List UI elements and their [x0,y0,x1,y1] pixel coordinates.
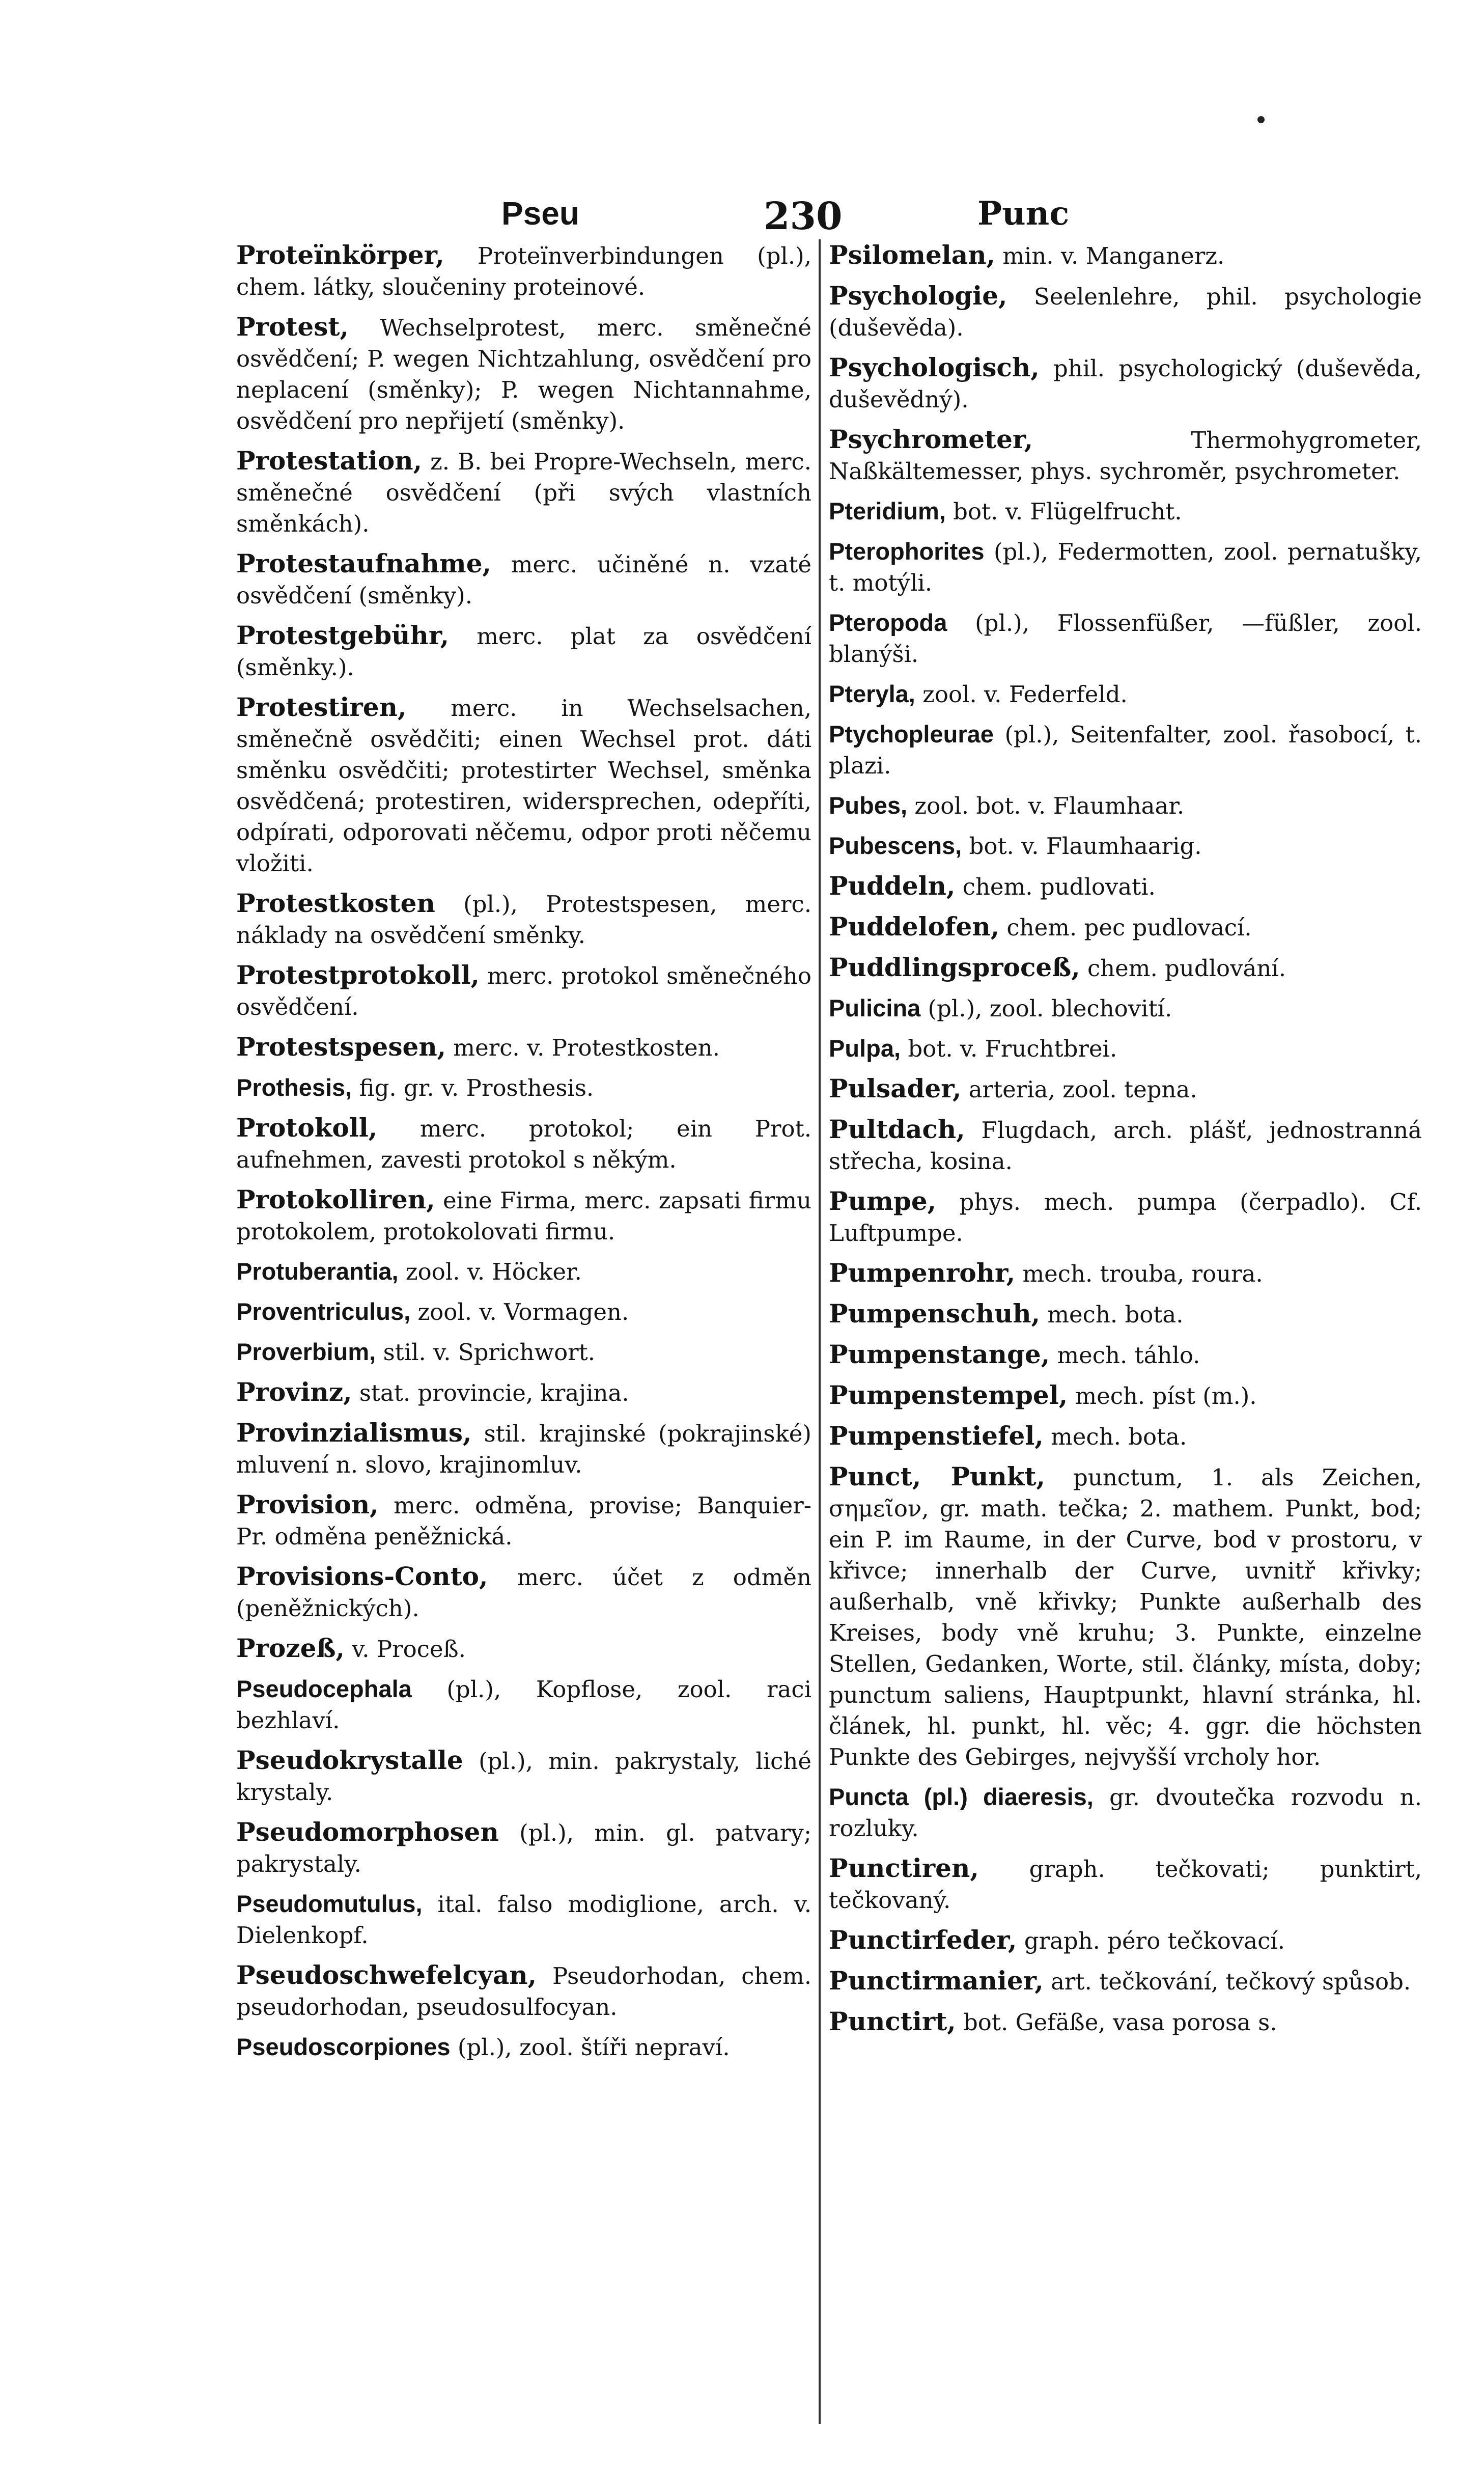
dictionary-entry [829,1461,1422,1773]
dictionary-entry [236,620,811,683]
dictionary-entry [236,1959,811,2023]
entry-headword: Pumpenstempel, [829,1380,1068,1410]
dictionary-entry [236,1745,811,1808]
entry-definition: bot. Gefäße, vasa porosa s. [963,2009,1277,2036]
entry-definition: mech. bota. [1051,1423,1187,1450]
ink-speck [1257,116,1265,123]
entry-headword: Protokolliren, [236,1184,435,1214]
entry-definition: (pl.), min. pakrystaly, liché krystaly. [236,1748,811,1806]
dictionary-entry [829,607,1422,670]
column-divider [819,239,821,2424]
entry-definition: arteria, zool. tepna. [968,1076,1197,1103]
dictionary-entry [236,1633,811,1665]
dictionary-entry [829,352,1422,415]
entry-headword: Pumpenstange, [829,1339,1050,1369]
dictionary-entry [236,959,811,1022]
entry-headword: Pulsader, [829,1073,962,1103]
entry-definition: gr. dvoutečka rozvodu n. rozluky. [829,1784,1422,1842]
entry-definition: (pl.), Kopflose, zool. raci bezhlaví. [236,1676,811,1734]
dictionary-entry [236,445,811,539]
entry-definition: Pseudorhodan, chem. pseudorhodan, pseudosulfocyan. [236,1962,811,2021]
dictionary-entry [829,280,1422,343]
entry-headword: Pubes, [829,792,908,819]
entry-headword: Provinz, [236,1377,352,1407]
entry-headword: Pteryla, [829,680,915,707]
dictionary-entry [236,1561,811,1624]
dictionary-entry [829,1185,1422,1249]
entry-headword: Prozeß, [236,1633,345,1663]
entry-headword: Pseudoscorpiones [236,2033,451,2060]
entry-headword: Protestgebühr, [236,620,449,650]
entry-headword: Ptychopleurae [829,721,994,748]
dictionary-entry [829,870,1422,902]
entry-definition: zool. v. Federfeld. [922,681,1128,708]
dictionary-entry [829,495,1422,527]
entry-headword: Protuberantia, [236,1258,399,1285]
entry-definition: bot. v. Fruchtbrei. [908,1035,1117,1062]
dictionary-entry [236,1256,811,1287]
entry-definition: punctum, 1. als Zeichen, σημεῖον, gr. math. tečka; 2. mathem. Punkt, bod; ein P. im Raume, in der Curve, bod v prostoru, v křivce; innerhalb der Curve, uvnitř křivky; außerhalb, vně křivky; Punkte außerhalb des Kreises, body vně kruhu; 3. Punkte, einzelne Stellen, Gedanken, Worte, stil. články, místa, doby; punctum saliens, Hauptpunkt, hlavní stránka, hl. článek, hl. punkt, hl. věc; 4. ggr. die höchsten Punkte des Gebirges, nejvyšší vrcholy hor. [829,1464,1422,1771]
entry-headword: Pumpe, [829,1186,937,1216]
entry-definition: zool. v. Vormagen. [417,1298,629,1325]
entry-definition: (pl.), zool. blechovití. [928,995,1172,1022]
dictionary-entry [236,548,811,611]
dictionary-entry [236,1336,811,1368]
dictionary-entry [829,1114,1422,1177]
dictionary-entry [829,1073,1422,1105]
entry-definition: merc. učiněné n. vzaté osvědčení (směnky). [236,551,811,609]
entry-definition: (pl.), Seitenfalter, zool. řasobocí, t. plazi. [829,721,1422,779]
dictionary-entry [829,424,1422,487]
entry-headword: Protestiren, [236,692,407,722]
entry-definition: eine Firma, merc. zapsati firmu protokolem, protokolovati firmu. [236,1187,811,1245]
entry-definition: Thermohygrometer, Naßkältemesser, phys. sychroměr, psychrometer. [829,427,1422,485]
entry-definition: mech. bota. [1047,1301,1184,1328]
entry-headword: Proventriculus, [236,1298,411,1325]
dictionary-entry [236,1489,811,1552]
entry-definition: zool. v. Höcker. [405,1258,582,1285]
dictionary-entry [236,1673,811,1736]
entry-definition: merc. protokol směnečného osvědčení. [236,962,811,1020]
dictionary-entry [829,2006,1422,2038]
dictionary-entry [829,911,1422,943]
entry-headword: Prothesis, [236,1074,352,1101]
entry-definition: chem. pudlovati. [962,873,1156,900]
dictionary-entry [829,239,1422,271]
entry-headword: Puncta (pl.) diaeresis, [829,1783,1094,1810]
entry-definition: (pl.), Flossenfüßer, —füßler, zool. blanýši. [829,610,1422,668]
entry-headword: Punctirmanier, [829,1966,1044,1996]
dictionary-entry [236,1417,811,1480]
page-number: 230 [764,195,843,238]
entry-headword: Puddelofen, [829,911,1000,942]
dictionary-entry [829,1420,1422,1452]
entry-definition: (pl.), zool. štíři nepraví. [457,2034,730,2061]
entry-headword: Pumpenstiefel, [829,1421,1044,1451]
entry-headword: Pterophorites [829,538,985,565]
entry-headword: Protestprotokoll, [236,960,480,990]
dictionary-entry [236,239,811,302]
dictionary-entry [236,1888,811,1951]
dictionary-entry [236,1031,811,1063]
entry-headword: Protest, [236,312,349,342]
entry-headword: Proteïnkörper, [236,240,444,270]
entry-definition: Seelenlehre, phil. psychologie (duševěda). [829,283,1422,341]
left-column [236,239,811,2429]
entry-definition: phys. mech. pumpa (čerpadlo). Cf. Luftpumpe. [829,1188,1422,1247]
entry-definition: zool. bot. v. Flaumhaar. [914,792,1185,819]
entry-headword: Pubescens, [829,832,962,859]
entry-headword: Pumpenrohr, [829,1258,1016,1288]
entry-headword: Protestspesen, [236,1032,446,1062]
entry-definition: min. v. Manganerz. [1002,242,1225,269]
entry-headword: Pumpenschuh, [829,1298,1041,1329]
entry-headword: Provisions-Conto, [236,1561,488,1591]
entry-definition: stat. provincie, krajina. [359,1379,629,1406]
dictionary-entry [829,790,1422,821]
entry-headword: Puddeln, [829,871,956,901]
dictionary-entry [829,1033,1422,1064]
entry-definition: Proteïnverbindungen (pl.), chem. látky, sloučeniny proteinové. [236,242,811,300]
entry-headword: Pseudomutulus, [236,1890,423,1917]
entry-definition: fig. gr. v. Prosthesis. [359,1074,594,1101]
entry-definition: chem. pec pudlovací. [1006,914,1252,941]
entry-definition: Wechselprotest, merc. směnečné osvědčení; P. wegen Nichtzahlung, osvědčení pro neplacení (směnky); P. wegen Nichtannahme, osvědčení pro nepřijetí (směnky). [236,314,811,434]
dictionary-entry [236,1816,811,1879]
dictionary-entry [829,1298,1422,1330]
entry-definition: stil. krajinské (pokrajinské) mluvení n. slovo, krajinomluv. [236,1420,811,1478]
entry-definition: merc. in Wechselsachen, směnečně osvědčiti; einen Wechsel prot. dáti směnku osvědčiti; protestirter Wechsel, směnka osvědčená; protestiren, widersprechen, odepříti, odpírati, odporovati něčemu, odpor proti něčemu vložiti. [236,695,811,877]
entry-definition: ital. falso modiglione, arch. v. Dielenkopf. [236,1891,811,1949]
entry-definition: stil. v. Sprichwort. [383,1339,596,1366]
entry-headword: Provision, [236,1489,379,1519]
running-head-right: Punc [977,195,1070,233]
entry-definition: merc. v. Protestkosten. [453,1034,720,1061]
dictionary-entry [236,888,811,951]
dictionary-entry [829,1924,1422,1956]
entry-headword: Proverbium, [236,1338,376,1365]
dictionary-entry [829,678,1422,710]
entry-headword: Puddlingsproceß, [829,952,1080,982]
entry-headword: Psychologisch, [829,352,1040,382]
dictionary-entry [829,718,1422,781]
entry-definition: mech. trouba, roura. [1022,1260,1263,1287]
entry-definition: phil. psychologický (duševěda, duševědný). [829,355,1422,413]
entry-definition: z. B. bei Propre-Wechseln, merc. směnečné osvědčení (při svých vlastních směnkách). [236,448,811,537]
entry-headword: Protestkosten [236,888,435,918]
dictionary-entry [829,830,1422,862]
entry-definition: Flugdach, arch. plášť, jednostranná střecha, kosina. [829,1117,1422,1175]
dictionary-entry [829,1781,1422,1844]
right-column [829,239,1422,2429]
entry-headword: Punctirt, [829,2006,956,2036]
entry-definition: (pl.), min. gl. patvary; pakrystaly. [236,1819,811,1877]
dictionary-entry [236,2031,811,2063]
entry-definition: merc. odměna, provise; Banquier-Pr. odměna peněžnická. [236,1492,811,1550]
dictionary-entry [236,1112,811,1175]
entry-headword: Pteropoda [829,609,947,636]
entry-definition: merc. účet z odměn (peněžnických). [236,1564,811,1622]
entry-headword: Punctirfeder, [829,1925,1017,1955]
dictionary-entry [829,1379,1422,1412]
entry-definition: chem. pudlování. [1087,955,1286,982]
entry-headword: Punctiren, [829,1853,979,1883]
dictionary-entry [236,1376,811,1408]
dictionary-entry [829,952,1422,984]
entry-headword: Pultdach, [829,1114,965,1144]
dictionary-entry [236,1072,811,1103]
dictionary-entry [236,311,811,436]
entry-headword: Pseudomorphosen [236,1817,499,1847]
entry-definition: art. tečkování, tečkový spůsob. [1051,1968,1411,1995]
dictionary-entry [829,1339,1422,1371]
entry-headword: Psychrometer, [829,424,1033,454]
entry-headword: Psilomelan, [829,240,995,270]
entry-headword: Psychologie, [829,281,1007,311]
entry-definition: merc. protokol; ein Prot. aufnehmen, zavesti protokol s někým. [236,1115,811,1173]
dictionary-entry [829,992,1422,1024]
entry-headword: Protestaufnahme, [236,548,491,578]
entry-headword: Pseudokrystalle [236,1745,463,1775]
entry-headword: Provinzialismus, [236,1418,472,1448]
entry-headword: Pulicina [829,994,921,1021]
entry-definition: (pl.), Protestspesen, merc. náklady na osvědčení směnky. [236,891,811,949]
dictionary-entry [829,536,1422,598]
entry-definition: merc. plat za osvědčení (směnky.). [236,623,811,681]
entry-headword: Protokoll, [236,1113,378,1143]
entry-headword: Protestation, [236,446,423,476]
entry-headword: Pteridium, [829,497,946,524]
entry-headword: Pseudocephala [236,1675,412,1702]
entry-definition: bot. v. Flaumhaarig. [969,833,1202,860]
dictionary-entry [829,1965,1422,1997]
dictionary-entry [829,1257,1422,1289]
entry-headword: Pseudoschwefelcyan, [236,1960,537,1990]
entry-definition: mech. píst (m.). [1075,1382,1257,1409]
dictionary-entry [829,1852,1422,1916]
entry-definition: graph. tečkovati; punktirt, tečkovaný. [829,1856,1422,1914]
entry-definition: graph. péro tečkovací. [1024,1927,1285,1954]
dictionary-entry [236,1296,811,1328]
running-head-left: Pseu [501,195,579,232]
entry-headword: Punct, Punkt, [829,1461,1045,1491]
entry-definition: bot. v. Flügelfrucht. [953,498,1182,525]
entry-definition: v. Proceß. [352,1636,466,1663]
entry-definition: mech. táhlo. [1057,1342,1200,1369]
entry-headword: Pulpa, [829,1035,901,1062]
entry-definition: (pl.), Federmotten, zool. pernatušky, t. motýli. [829,538,1422,596]
dictionary-entry [236,692,811,879]
dictionary-entry [236,1184,811,1247]
